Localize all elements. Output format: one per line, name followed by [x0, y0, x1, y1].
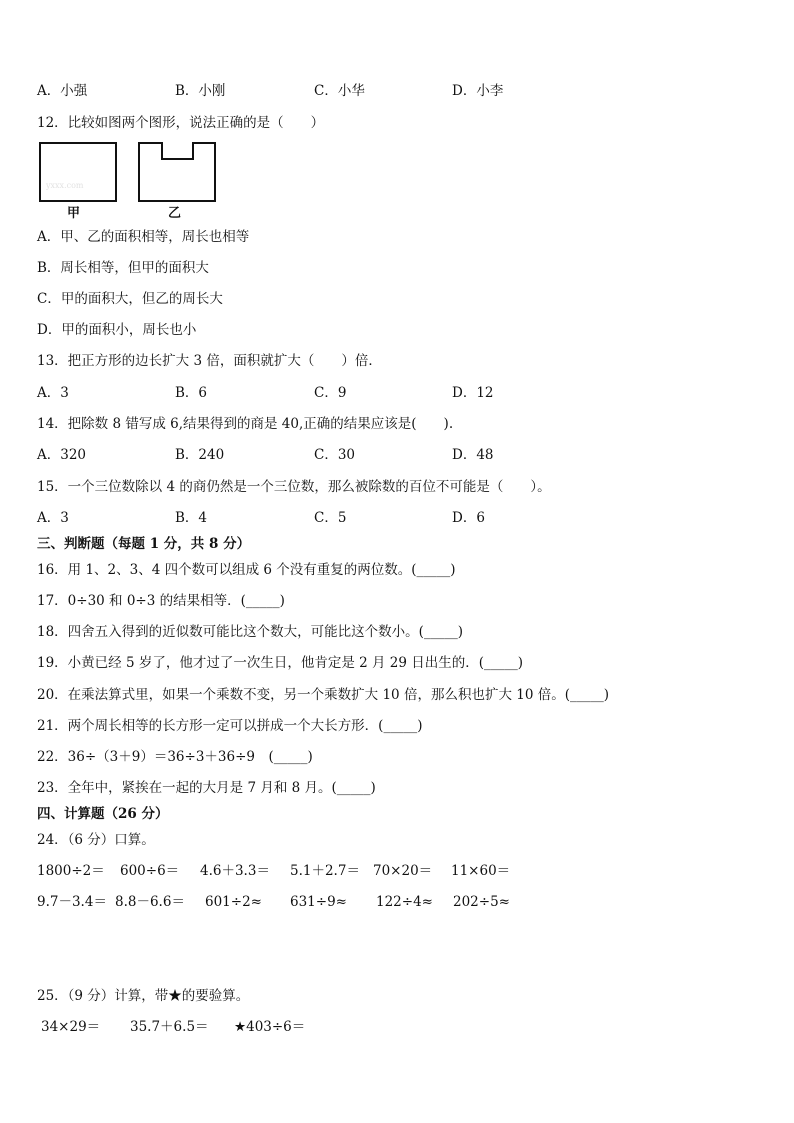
judge-item-18: 18．四舍五入得到的近似数可能比这个数大，可能比这个数小。(_____)	[37, 624, 463, 640]
q14-options	[37, 445, 597, 465]
question-13-text: 13．把正方形的边长扩大 3 倍，面积就扩大（ ）倍．	[37, 353, 382, 369]
option-d[interactable]: D．48	[452, 447, 494, 463]
calc-item: 11×60＝	[451, 863, 511, 879]
question-12-text: 12．比较如图两个图形，说法正确的是（ ）	[37, 115, 325, 131]
mental-calc-row-1	[37, 861, 597, 881]
calc-item: 70×20＝	[373, 863, 433, 879]
calc-item: 5.1＋2.7＝	[290, 863, 360, 879]
calc-item: 34×29＝	[41, 1019, 101, 1035]
option-d[interactable]: D．小李	[452, 83, 504, 99]
written-calc-row	[37, 1017, 437, 1037]
option-b[interactable]: B．6	[175, 385, 208, 401]
shape-jia	[40, 143, 116, 201]
option-c[interactable]: C．30	[314, 447, 356, 463]
calc-item: 600÷6＝	[120, 863, 180, 879]
option-a[interactable]: A．3	[37, 385, 69, 401]
calc-item: 1800÷2＝	[37, 863, 105, 879]
calc-item: 202÷5≈	[453, 894, 510, 910]
q12-option-b[interactable]: B．周长相等，但甲的面积大	[37, 260, 209, 276]
q12-option-a[interactable]: A．甲、乙的面积相等，周长也相等	[37, 229, 250, 245]
q13-options	[37, 383, 597, 403]
q12-option-c[interactable]: C．甲的面积大，但乙的周长大	[37, 291, 223, 307]
option-b[interactable]: B．240	[175, 447, 225, 463]
option-c[interactable]: C．小华	[314, 83, 365, 99]
judge-item-19: 19．小黄已经 5 岁了，他才过了一次生日，他肯定是 2 月 29 日出生的．(_____)	[37, 655, 524, 671]
judge-item-17: 17．0÷30 和 0÷3 的结果相等．(_____)	[37, 593, 285, 609]
judge-item-20: 20．在乘法算式里，如果一个乘数不变，另一个乘数扩大 10 倍，那么积也扩大 10 倍。(_____)	[37, 687, 609, 703]
judge-item-23: 23．全年中，紧挨在一起的大月是 7 月和 8 月。(_____)	[37, 780, 376, 796]
calc-item: 4.6＋3.3＝	[200, 863, 270, 879]
option-b[interactable]: B．小刚	[175, 83, 226, 99]
judge-item-21: 21．两个周长相等的长方形一定可以拼成一个大长方形．(_____)	[37, 718, 423, 734]
calc-item-starred: ★403÷6＝	[234, 1019, 306, 1035]
option-c[interactable]: C．9	[314, 385, 347, 401]
label-jia: 甲	[67, 206, 81, 221]
option-d[interactable]: D．12	[452, 385, 494, 401]
calc-item: 35.7＋6.5＝	[130, 1019, 209, 1035]
section-4-title: 四、计算题（26 分）	[37, 806, 169, 822]
option-c[interactable]: C．5	[314, 510, 347, 526]
label-yi: 乙	[168, 206, 182, 221]
watermark-text: yxxx.com	[46, 181, 84, 190]
calc-item: 601÷2≈	[205, 894, 262, 910]
question-24-text: 24．（6 分）口算。	[37, 832, 155, 848]
question-14-text: 14．把除数 8 错写成 6,结果得到的商是 40,正确的结果应该是( ).	[37, 416, 454, 432]
option-b[interactable]: B．4	[175, 510, 208, 526]
q12-option-d[interactable]: D．甲的面积小，周长也小	[37, 322, 197, 338]
section-3-title: 三、判断题（每题 1 分，共 8 分）	[37, 536, 251, 552]
calc-item: 9.7－3.4＝	[37, 894, 107, 910]
option-a[interactable]: A．小强	[37, 83, 88, 99]
judge-item-22: 22．36÷（3＋9）＝36÷3＋36÷9 (_____)	[37, 749, 313, 765]
q11-options	[37, 81, 597, 101]
question-15-text: 15．一个三位数除以 4 的商仍然是一个三位数，那么被除数的百位不可能是（ ）。	[37, 479, 551, 495]
option-d[interactable]: D．6	[452, 510, 485, 526]
judge-item-16: 16．用 1、2、3、4 四个数可以组成 6 个没有重复的两位数。(_____)	[37, 562, 456, 578]
mental-calc-row-2	[37, 892, 597, 912]
question-25-text: 25．（9 分）计算，带★的要验算。	[37, 988, 250, 1004]
calc-item: 8.8－6.6＝	[115, 894, 185, 910]
q15-options	[37, 508, 597, 528]
shape-yi	[139, 143, 215, 201]
calc-item: 122÷4≈	[376, 894, 433, 910]
q12-figure	[38, 140, 220, 206]
option-a[interactable]: A．3	[37, 510, 69, 526]
calc-item: 631÷9≈	[290, 894, 347, 910]
option-a[interactable]: A．320	[37, 447, 87, 463]
